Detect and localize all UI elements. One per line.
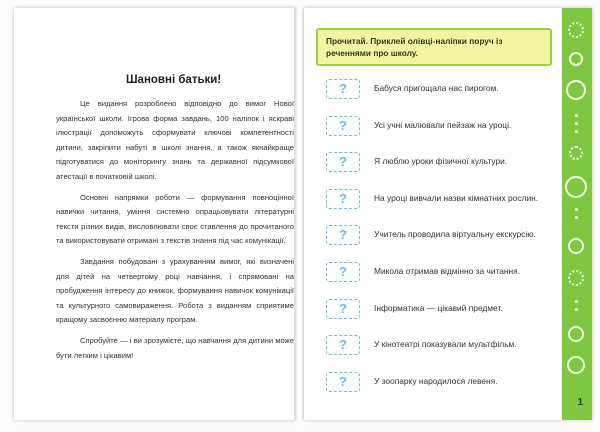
- task-instruction-box: [316, 28, 552, 66]
- question-mark-icon: ?: [339, 81, 347, 96]
- sticker-placeholder[interactable]: [326, 372, 360, 392]
- list-item: [326, 261, 566, 298]
- list-item: [326, 188, 566, 225]
- dot-decoration-icon: [575, 122, 578, 125]
- sentence-text: У зоопарку народилося левеня.: [374, 375, 498, 386]
- sentence-text: Микола отримав відмінно за читання.: [374, 265, 521, 276]
- sticker-placeholder[interactable]: [326, 79, 360, 99]
- page-number: 1: [577, 397, 583, 408]
- question-mark-icon: ?: [339, 263, 347, 279]
- right-page: [304, 8, 592, 420]
- sentence-text: Інформатика — цікавий предмет.: [374, 302, 503, 313]
- circle-decoration-icon: [566, 80, 586, 100]
- sticker-placeholder[interactable]: [326, 152, 360, 172]
- task-instruction: Прочитай. Приклей олівці-наліпки поруч із реченнями про школу.: [326, 36, 503, 58]
- preface-paragraph: Спробуйте — і ви зрозумієте, що навчання для дитини може бути легким і цікавим!: [56, 335, 294, 360]
- sentence-list: [326, 78, 566, 407]
- question-mark-icon: ?: [339, 373, 347, 389]
- dot-decoration-icon: [575, 300, 578, 303]
- sentence-text: На уроці вивчали назви кімнатних рослин.: [374, 192, 539, 203]
- question-mark-icon: ?: [339, 300, 347, 316]
- list-item: [326, 115, 566, 152]
- sentence-text: У кінотеатрі показували мультфільм.: [374, 339, 517, 350]
- circle-decoration-icon: [565, 176, 587, 198]
- decorative-strip: [562, 8, 592, 420]
- circle-decoration-icon: [569, 52, 583, 66]
- sticker-placeholder[interactable]: [326, 116, 360, 136]
- sentence-text: Учитель проводила віртуальну екскурсію.: [374, 229, 536, 240]
- sticker-placeholder[interactable]: [326, 299, 360, 319]
- preface-paragraph: Завдання побудовані з урахуванням вимог, які визначені для дітей на четвертому році навчання, і спрямовані на пробудження інтересу до книжок, формування навичок комунікації та культурного самовираження. Робота з виданням сприятиме кращому засвоєнню матеріалу програм.: [56, 256, 294, 325]
- sentence-text: Усі учні малювали пейзаж на уроці.: [374, 119, 512, 130]
- page-title: Шановні батьки!: [126, 74, 222, 86]
- dot-decoration-icon: [575, 308, 578, 311]
- circle-decoration-icon: [568, 22, 584, 38]
- left-page: [14, 8, 296, 420]
- sentence-text: Бабуся пригощала нас пирогом.: [374, 83, 499, 93]
- sticker-placeholder[interactable]: [326, 225, 360, 245]
- dot-decoration-icon: [575, 216, 578, 219]
- sticker-placeholder[interactable]: [326, 262, 360, 282]
- question-mark-icon: ?: [339, 227, 347, 243]
- sticker-placeholder[interactable]: [326, 189, 360, 209]
- sentence-text: Я люблю уроки фізичної культури.: [374, 156, 508, 167]
- sticker-placeholder[interactable]: [326, 335, 360, 355]
- preface-paragraph: Основні напрямки роботи — формування повноцінної навички читання, уміння системно опрацьовувати літературні тексти різних видів, висловлювати своє ставлення до прочитаного та використовувати отримані з текстів знання під час комунікації.: [56, 192, 294, 246]
- question-mark-icon: ?: [339, 337, 347, 353]
- dot-decoration-icon: [575, 208, 578, 211]
- circle-decoration-icon: [567, 356, 585, 374]
- list-item: [326, 371, 566, 408]
- circle-decoration-icon: [569, 146, 583, 160]
- list-item: [326, 298, 566, 335]
- question-mark-icon: ?: [339, 190, 347, 206]
- preface-text: [56, 97, 294, 363]
- dot-decoration-icon: [575, 114, 578, 117]
- list-item: [326, 334, 566, 371]
- circle-decoration-icon: [568, 326, 584, 342]
- question-mark-icon: ?: [339, 154, 347, 170]
- question-mark-icon: ?: [339, 117, 347, 133]
- preface-paragraph: Це видання розроблено відповідно до вимог Нової української школи. Ігрова форма завдань, 100 наліпок і яскраві ілюстрації допоможуть сформувати ключові компетентності дитини, закріпити набуті в школі знання, а також якнайкраще підготуватися до моніторингу знань та державної підсумкової атестації в початковій школі.: [56, 99, 294, 181]
- list-item: [326, 151, 566, 188]
- dot-decoration-icon: [575, 130, 578, 133]
- list-item: [326, 78, 566, 115]
- circle-decoration-icon: [568, 238, 584, 254]
- list-item: [326, 224, 566, 261]
- circle-decoration-icon: [568, 270, 584, 286]
